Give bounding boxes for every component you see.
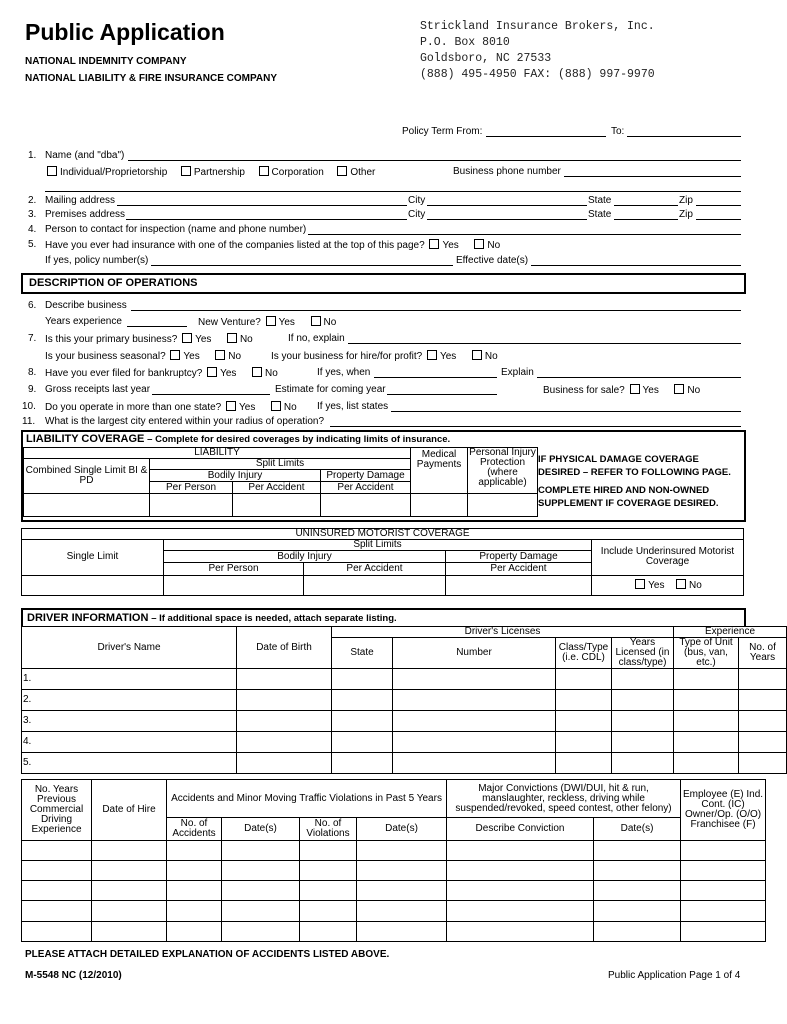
class-type-header: Class/Type (i.e. CDL) — [556, 638, 612, 669]
page-title: Public Application — [25, 19, 225, 45]
history-cell[interactable] — [681, 840, 766, 860]
years-experience-field[interactable] — [127, 326, 187, 327]
largest-city-field[interactable] — [330, 426, 741, 427]
history-cell[interactable] — [594, 881, 681, 901]
business-for-sale-yes-label: Yes — [642, 385, 659, 396]
page-number: Public Application Page 1 of 4 — [608, 970, 741, 981]
policy-term-to-label: To: — [611, 126, 625, 137]
gross-receipts-field[interactable] — [152, 394, 270, 395]
major-convictions-header: Major Convictions (DWI/DUI, hit & run, manslaughter, reckless, driving while suspended/revoked, speed contest, other felony) — [447, 780, 681, 818]
seasonal-no-checkbox[interactable] — [215, 350, 225, 360]
pip-input[interactable] — [468, 494, 538, 517]
um-table — [21, 528, 744, 596]
for-hire-row — [271, 350, 498, 362]
history-cell[interactable] — [357, 901, 447, 921]
liability-header — [26, 433, 450, 445]
per-person-label: Per Person — [150, 482, 233, 494]
mailing-city-field[interactable] — [427, 205, 587, 206]
class-cell[interactable] — [556, 732, 612, 753]
years-header: No. of Years — [739, 638, 787, 669]
history-cell[interactable] — [222, 860, 300, 880]
class-cell[interactable] — [556, 690, 612, 711]
driver-row-number: 1. — [22, 669, 237, 690]
q4-number: 4. — [28, 224, 37, 235]
multi-state-row — [45, 401, 297, 413]
business-for-sale-yes-checkbox[interactable] — [630, 384, 640, 394]
underinsured-no-label: No — [689, 580, 702, 592]
individual-label: Individual/Proprietorship — [60, 167, 168, 178]
liability-header-note: – Complete for desired coverages by indicating limits of insurance. — [147, 434, 451, 445]
describe-business-field[interactable] — [131, 310, 741, 311]
business-phone-field[interactable] — [564, 176, 741, 177]
effective-date-label: Effective date(s) — [456, 255, 529, 266]
bankruptcy-label: Have you ever filed for bankruptcy? — [45, 368, 203, 379]
bi-per-accident-input[interactable] — [233, 494, 321, 517]
premises-state-field[interactable] — [614, 219, 678, 220]
state-cell[interactable] — [332, 711, 393, 732]
q3-number: 3. — [28, 209, 37, 220]
business-for-sale-label: Business for sale? — [543, 385, 625, 396]
liability-header-title: LIABILITY COVERAGE — [26, 433, 145, 445]
history-cell[interactable] — [92, 901, 167, 921]
um-per-accident-input[interactable] — [304, 575, 446, 595]
primary-business-no-checkbox[interactable] — [227, 333, 237, 343]
policy-number-field[interactable] — [151, 265, 453, 266]
seasonal-yes-checkbox[interactable] — [170, 350, 180, 360]
um-title: UNINSURED MOTORIST COVERAGE — [22, 529, 744, 540]
history-cell[interactable] — [92, 921, 167, 941]
primary-business-yes-checkbox[interactable] — [182, 333, 192, 343]
company-name-1: NATIONAL INDEMNITY COMPANY — [25, 56, 187, 67]
um-bodily-injury-label: Bodily Injury — [164, 551, 446, 563]
um-pd-per-accident-label: Per Accident — [446, 563, 592, 575]
table-row — [22, 669, 787, 690]
unit-type-header: Type of Unit (bus, van, etc.) — [674, 638, 739, 669]
new-venture-yes-label: Yes — [278, 317, 295, 328]
premises-zip-label: Zip — [679, 209, 693, 220]
bankruptcy-explain-label: Explain — [501, 367, 534, 378]
medical-payments-label: Medical Payments — [411, 448, 468, 494]
premises-address-field[interactable] — [126, 219, 407, 220]
new-venture-no-checkbox[interactable] — [311, 316, 321, 326]
estimate-field[interactable] — [387, 394, 497, 395]
q2-number: 2. — [28, 195, 37, 206]
state-cell[interactable] — [332, 669, 393, 690]
state-cell[interactable] — [332, 753, 393, 774]
multi-state-no-checkbox[interactable] — [271, 401, 281, 411]
new-venture-label: New Venture? — [198, 317, 261, 328]
seasonal-yes-label: Yes — [183, 351, 200, 362]
history-cell[interactable] — [681, 901, 766, 921]
history-cell[interactable] — [22, 840, 92, 860]
liability-label: LIABILITY — [24, 448, 411, 459]
q9-number: 9. — [28, 384, 37, 395]
no-accidents-header: No. of Accidents — [167, 818, 222, 840]
multi-state-yes-checkbox[interactable] — [226, 401, 236, 411]
bi-per-person-input[interactable] — [150, 494, 233, 517]
partnership-label: Partnership — [193, 167, 245, 178]
dob-cell[interactable] — [237, 669, 332, 690]
unit-cell[interactable] — [674, 669, 739, 690]
history-cell[interactable] — [300, 860, 357, 880]
driver-header-title: DRIVER INFORMATION — [27, 612, 149, 624]
um-single-limit-label: Single Limit — [22, 540, 164, 576]
underinsured-yes-checkbox[interactable] — [635, 579, 645, 589]
individual-checkbox[interactable] — [47, 166, 57, 176]
entity-type-options — [45, 166, 375, 178]
history-cell[interactable] — [22, 881, 92, 901]
corporation-checkbox[interactable] — [259, 166, 269, 176]
bankruptcy-explain-field[interactable] — [537, 377, 741, 378]
premises-city-label: City — [408, 209, 426, 220]
date-of-hire-header: Date of Hire — [92, 780, 167, 841]
years-cell[interactable] — [739, 669, 787, 690]
mailing-state-label: State — [588, 195, 612, 206]
broker-po-box: P.O. Box 8010 — [420, 36, 510, 49]
seasonal-row — [45, 350, 241, 362]
seasonal-label: Is your business seasonal? — [45, 351, 166, 362]
prior-insurance-no-checkbox[interactable] — [474, 239, 484, 249]
form-number: M-5548 NC (12/2010) — [25, 970, 122, 981]
policy-term-from-field[interactable] — [486, 136, 606, 137]
primary-business-no-label: No — [239, 334, 253, 345]
mailing-address-label: Mailing address — [45, 195, 116, 206]
history-cell[interactable] — [681, 921, 766, 941]
bankruptcy-row — [45, 367, 278, 379]
number-cell[interactable] — [393, 690, 556, 711]
q6-number: 6. — [28, 300, 37, 311]
driver-name-header: Driver's Name — [22, 627, 237, 669]
dob-cell[interactable] — [237, 753, 332, 774]
history-cell[interactable] — [92, 860, 167, 880]
gross-receipts-label: Gross receipts last year — [45, 384, 151, 395]
property-damage-label: Property Damage — [321, 470, 411, 482]
number-cell[interactable] — [393, 753, 556, 774]
bankruptcy-yes-checkbox[interactable] — [207, 367, 217, 377]
operations-section-header — [21, 273, 746, 294]
bankruptcy-yes-label: Yes — [220, 368, 237, 379]
q5-row — [45, 239, 500, 251]
new-venture-no-label: No — [323, 317, 337, 328]
estimate-label: Estimate for coming year — [275, 384, 386, 395]
broker-name: Strickland Insurance Brokers, Inc. — [420, 20, 655, 33]
per-accident-label: Per Accident — [233, 482, 321, 494]
history-cell[interactable] — [92, 840, 167, 860]
history-cell[interactable] — [167, 860, 222, 880]
name-extra-line[interactable] — [45, 191, 741, 192]
policy-number-label: If yes, policy number(s) — [45, 255, 149, 266]
history-cell[interactable] — [167, 881, 222, 901]
history-cell[interactable] — [167, 840, 222, 860]
um-per-accident-label: Per Accident — [304, 563, 446, 575]
state-header: State — [332, 638, 393, 669]
policy-term-to-field[interactable] — [627, 136, 741, 137]
dob-header: Date of Birth — [237, 627, 332, 669]
bankruptcy-when-field[interactable] — [374, 377, 497, 378]
history-cell[interactable] — [447, 840, 594, 860]
years-licensed-cell[interactable] — [612, 732, 674, 753]
history-cell[interactable] — [300, 901, 357, 921]
primary-business-row — [45, 333, 253, 345]
list-states-field[interactable] — [391, 411, 741, 412]
business-for-sale-no-checkbox[interactable] — [674, 384, 684, 394]
inspection-contact-field[interactable] — [308, 234, 741, 235]
prior-insurance-label: Have you ever had insurance with one of the companies listed at the top of this page? — [45, 240, 425, 251]
corporation-label: Corporation — [271, 167, 324, 178]
history-cell[interactable] — [300, 881, 357, 901]
business-phone-label: Business phone number — [453, 166, 561, 177]
history-cell[interactable] — [222, 921, 300, 941]
underinsured-no-checkbox[interactable] — [676, 579, 686, 589]
inspection-contact-label: Person to contact for inspection (name and phone number) — [45, 224, 307, 235]
primary-business-label: Is this your primary business? — [45, 334, 178, 345]
other-checkbox[interactable] — [337, 166, 347, 176]
bodily-injury-label: Bodily Injury — [150, 470, 321, 482]
um-property-damage-label: Property Damage — [446, 551, 592, 563]
history-table — [21, 779, 766, 942]
history-cell[interactable] — [594, 901, 681, 921]
history-cell[interactable] — [167, 921, 222, 941]
underinsured-label: Include Underinsured Motorist Coverage — [592, 540, 744, 576]
history-cell[interactable] — [357, 840, 447, 860]
history-cell[interactable] — [300, 921, 357, 941]
years-experience-label: Years experience — [45, 316, 122, 327]
history-cell[interactable] — [22, 901, 92, 921]
prior-insurance-yes-label: Yes — [442, 240, 459, 251]
seasonal-no-label: No — [228, 351, 242, 362]
driver-row-number: 4. — [22, 732, 237, 753]
partnership-checkbox[interactable] — [181, 166, 191, 176]
number-cell[interactable] — [393, 732, 556, 753]
um-per-person-label: Per Person — [164, 563, 304, 575]
history-cell[interactable] — [594, 860, 681, 880]
bankruptcy-no-checkbox[interactable] — [252, 367, 262, 377]
state-cell[interactable] — [332, 690, 393, 711]
for-hire-label: Is your business for hire/for profit? — [271, 351, 423, 362]
dob-cell[interactable] — [237, 732, 332, 753]
for-hire-yes-label: Yes — [439, 351, 457, 362]
q8-number: 8. — [28, 367, 37, 378]
premises-city-field[interactable] — [427, 219, 587, 220]
table-row — [22, 840, 766, 860]
years-licensed-cell[interactable] — [612, 711, 674, 732]
attach-explanation-note: PLEASE ATTACH DETAILED EXPLANATION OF ACCIDENTS LISTED ABOVE. — [25, 949, 390, 960]
premises-address-label: Premises address — [45, 209, 126, 220]
broker-block — [420, 19, 655, 83]
unit-cell[interactable] — [674, 690, 739, 711]
no-violations-header: No. of Violations — [300, 818, 357, 840]
company-name-2: NATIONAL LIABILITY & FIRE INSURANCE COMPANY — [25, 73, 278, 84]
prior-insurance-no-label: No — [487, 240, 501, 251]
state-cell[interactable] — [332, 732, 393, 753]
history-cell[interactable] — [681, 881, 766, 901]
dob-cell[interactable] — [237, 711, 332, 732]
history-cell[interactable] — [222, 881, 300, 901]
driver-table — [21, 626, 787, 774]
years-cell[interactable] — [739, 753, 787, 774]
business-for-sale-row — [543, 384, 700, 396]
pd-per-accident-input[interactable] — [321, 494, 411, 517]
history-cell[interactable] — [447, 901, 594, 921]
employee-type-header: Employee (E) Ind. Cont. (IC) Owner/Op. (O/O) Franchisee (F) — [681, 780, 766, 841]
conviction-dates-header: Date(s) — [594, 818, 681, 840]
experience-header: Experience — [674, 627, 787, 638]
history-cell[interactable] — [681, 860, 766, 880]
premises-state-label: State — [588, 209, 612, 220]
license-number-header: Number — [393, 638, 556, 669]
years-licensed-header: Years Licensed (in class/type) — [612, 638, 674, 669]
violation-dates-header: Date(s) — [357, 818, 447, 840]
um-single-limit-input[interactable] — [22, 575, 164, 595]
um-pd-per-accident-input[interactable] — [446, 575, 592, 595]
multi-state-no-label: No — [283, 402, 297, 413]
operations-header-text: DESCRIPTION OF OPERATIONS — [29, 277, 198, 289]
accident-dates-header: Date(s) — [222, 818, 300, 840]
broker-city: Goldsboro, NC 27533 — [420, 52, 552, 65]
history-cell[interactable] — [222, 840, 300, 860]
table-row — [22, 860, 766, 880]
dob-cell[interactable] — [237, 690, 332, 711]
combined-limit-input[interactable] — [24, 494, 150, 517]
multi-state-yes-label: Yes — [239, 402, 256, 413]
number-cell[interactable] — [393, 711, 556, 732]
other-label: Other — [350, 167, 376, 178]
q1-number: 1. — [28, 150, 37, 161]
unit-cell[interactable] — [674, 711, 739, 732]
history-cell[interactable] — [22, 860, 92, 880]
bankruptcy-when-label: If yes, when — [317, 367, 371, 378]
years-cell[interactable] — [739, 732, 787, 753]
driver-row-number: 3. — [22, 711, 237, 732]
combined-single-limit-label: Combined Single Limit BI & PD — [24, 459, 150, 494]
table-row — [22, 711, 787, 732]
split-limits-label: Split Limits — [150, 459, 411, 470]
mailing-state-field[interactable] — [614, 205, 678, 206]
name-dba-field[interactable] — [128, 160, 741, 161]
policy-term-from-label: Policy Term From: — [402, 126, 483, 137]
class-cell[interactable] — [556, 711, 612, 732]
years-cell[interactable] — [739, 711, 787, 732]
mailing-city-label: City — [408, 195, 426, 206]
um-split-limits-label: Split Limits — [164, 540, 592, 551]
class-cell[interactable] — [556, 753, 612, 774]
years-licensed-cell[interactable] — [612, 669, 674, 690]
q1-label: Name (and "dba") — [45, 150, 125, 161]
physical-damage-note: IF PHYSICAL DAMAGE COVERAGE DESIRED – REFER TO FOLLOWING PAGE. — [538, 454, 731, 478]
business-for-sale-no-label: No — [687, 385, 701, 396]
history-cell[interactable] — [300, 840, 357, 860]
unit-cell[interactable] — [674, 753, 739, 774]
driver-row-number: 5. — [22, 753, 237, 774]
q7-number: 7. — [28, 333, 37, 344]
history-cell[interactable] — [22, 921, 92, 941]
q11-number: 11. — [22, 416, 36, 427]
primary-business-yes-label: Yes — [195, 334, 212, 345]
table-row — [22, 732, 787, 753]
q5-number: 5. — [28, 239, 37, 250]
history-cell[interactable] — [447, 881, 594, 901]
multi-state-label: Do you operate in more than one state? — [45, 402, 222, 413]
list-states-label: If yes, list states — [317, 401, 389, 412]
accidents-header: Accidents and Minor Moving Traffic Violations in Past 5 Years — [167, 780, 447, 818]
bankruptcy-no-label: No — [264, 368, 278, 379]
driver-header-note: – If additional space is needed, attach separate listing. — [151, 613, 397, 624]
years-cell[interactable] — [739, 690, 787, 711]
history-cell[interactable] — [92, 881, 167, 901]
for-hire-no-checkbox[interactable] — [472, 350, 482, 360]
largest-city-label: What is the largest city entered within your radius of operation? — [45, 416, 325, 427]
table-row — [22, 901, 766, 921]
history-cell[interactable] — [447, 921, 594, 941]
history-cell[interactable] — [167, 901, 222, 921]
history-cell[interactable] — [357, 881, 447, 901]
history-cell[interactable] — [447, 860, 594, 880]
underinsured-options — [592, 575, 744, 595]
history-cell[interactable] — [357, 860, 447, 880]
broker-phone-fax: (888) 495-4950 FAX: (888) 997-9970 — [420, 68, 655, 81]
effective-date-field[interactable] — [531, 265, 741, 266]
mailing-zip-field[interactable] — [696, 205, 741, 206]
years-licensed-cell[interactable] — [612, 690, 674, 711]
if-no-explain-label: If no, explain — [288, 333, 345, 344]
describe-business-label: Describe business — [45, 300, 127, 311]
table-row — [22, 881, 766, 901]
hired-non-owned-note: COMPLETE HIRED AND NON-OWNED SUPPLEMENT IF COVERAGE DESIRED. — [538, 485, 719, 509]
history-cell[interactable] — [594, 840, 681, 860]
medical-payments-input[interactable] — [411, 494, 468, 517]
prev-experience-header: No. Years Previous Commercial Driving Experience — [22, 780, 92, 841]
driver-section-header — [21, 608, 746, 627]
number-cell[interactable] — [393, 669, 556, 690]
prior-insurance-yes-checkbox[interactable] — [429, 239, 439, 249]
table-row — [22, 690, 787, 711]
q10-number: 10. — [22, 401, 36, 412]
mailing-zip-label: Zip — [679, 195, 693, 206]
class-cell[interactable] — [556, 669, 612, 690]
years-licensed-cell[interactable] — [612, 753, 674, 774]
underinsured-yes-label: Yes — [648, 580, 665, 592]
table-row — [22, 921, 766, 941]
history-cell[interactable] — [357, 921, 447, 941]
um-per-person-input[interactable] — [164, 575, 304, 595]
table-row — [22, 753, 787, 774]
pip-label: Personal Injury Protection (where applicable) — [468, 448, 538, 494]
unit-cell[interactable] — [674, 732, 739, 753]
for-hire-yes-checkbox[interactable] — [427, 350, 437, 360]
new-venture-row — [198, 316, 336, 328]
describe-conviction-header: Describe Conviction — [447, 818, 594, 840]
history-cell[interactable] — [222, 901, 300, 921]
licenses-header: Driver's Licenses — [332, 627, 674, 638]
driver-row-number: 2. — [22, 690, 237, 711]
for-hire-no-label: No — [484, 351, 498, 362]
driver-header-line — [27, 612, 397, 624]
if-no-explain-field[interactable] — [348, 343, 741, 344]
mailing-address-field[interactable] — [117, 205, 407, 206]
new-venture-yes-checkbox[interactable] — [266, 316, 276, 326]
history-cell[interactable] — [594, 921, 681, 941]
premises-zip-field[interactable] — [696, 219, 741, 220]
liability-table — [23, 447, 538, 517]
pd-per-accident-label: Per Accident — [321, 482, 411, 494]
